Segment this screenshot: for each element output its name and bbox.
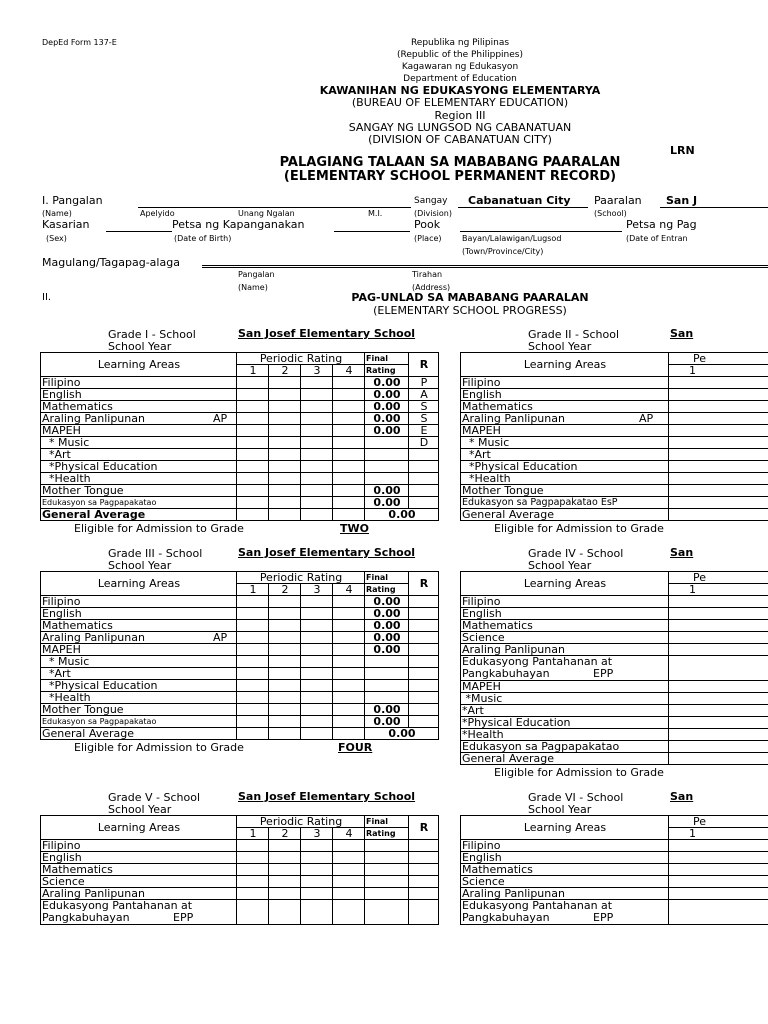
final-rating: 0.00	[365, 596, 409, 608]
ap-tag: AP	[213, 631, 228, 644]
section-title-en: (ELEMENTARY SCHOOL PROGRESS)	[373, 304, 567, 317]
subject: Mathematics	[461, 401, 669, 413]
dob-line	[334, 231, 410, 232]
q3: 3	[301, 584, 333, 596]
q1: 1	[669, 584, 768, 596]
q2: 2	[269, 828, 301, 840]
subject: Science	[461, 876, 669, 888]
subject: Araling Panlipunan	[42, 631, 145, 644]
grade3-school: San Josef Elementary School	[238, 546, 416, 559]
subject: English	[41, 389, 237, 401]
header-pe: Pe	[669, 572, 768, 584]
subject: *Physical Education	[41, 680, 237, 692]
subject-ap	[461, 413, 669, 425]
subject-epp	[461, 900, 669, 925]
q1: 1	[237, 828, 269, 840]
paaralan-value: San J	[666, 194, 698, 207]
grade4-school: San	[670, 546, 694, 559]
subject: English	[41, 852, 237, 864]
tirahan: Tirahan	[412, 270, 443, 279]
subject: Araling Panlipunan	[461, 644, 669, 656]
subject: English	[41, 608, 237, 620]
q2: 2	[269, 584, 301, 596]
header-final: Final	[365, 353, 409, 365]
final-rating: 0.00	[365, 413, 409, 425]
subject-ap	[41, 632, 237, 644]
bureau-en: (BUREAU OF ELEMENTARY EDUCATION)	[351, 96, 569, 109]
header-rating: Rating	[365, 365, 409, 377]
division-en: (DIVISION OF CABANATUAN CITY)	[368, 133, 552, 146]
paaralan-line	[660, 207, 768, 208]
kasarian-line	[106, 231, 172, 232]
header-learning-areas: Learning Areas	[41, 572, 237, 596]
apelyido: Apelyido	[140, 209, 175, 218]
grade3-label: Grade III - School	[108, 547, 203, 560]
subject: *Health	[41, 692, 237, 704]
magulang-line1	[202, 265, 768, 266]
grade4-label: Grade IV - School	[528, 547, 624, 560]
final-rating: 0.00	[365, 377, 409, 389]
grade4-school-year: School Year	[528, 559, 592, 572]
header-r: R	[409, 816, 439, 840]
subject: Mathematics	[41, 864, 237, 876]
header-final: Final	[365, 816, 409, 828]
grade1-table	[40, 352, 439, 521]
paaralan-label: Paaralan	[594, 194, 642, 207]
subject: *Health	[461, 473, 669, 485]
grade1-label: Grade I - School	[108, 328, 196, 341]
grade5-school-year: School Year	[108, 803, 172, 816]
q1: 1	[237, 365, 269, 377]
subject: Filipino	[41, 377, 237, 389]
grade4-eligible: Eligible for Admission to Grade	[494, 766, 664, 779]
grade5-school: San Josef Elementary School	[238, 790, 416, 803]
subject: Edukasyong Pantahanan at	[42, 899, 193, 912]
q4: 4	[333, 365, 365, 377]
grade3-eligible: Eligible for Admission to Grade	[74, 741, 244, 754]
region: Region III	[434, 109, 486, 122]
subject: Mother Tongue	[41, 485, 237, 497]
r-letter: S	[409, 413, 439, 425]
section-title: PAG-UNLAD SA MABABANG PAARALAN	[351, 291, 589, 304]
header-learning-areas: Learning Areas	[461, 816, 669, 840]
grade1-eligible: Eligible for Admission to Grade	[74, 522, 244, 535]
q2: 2	[269, 365, 301, 377]
entrance-en: (Date of Entran	[626, 234, 688, 243]
subject: Science	[461, 632, 669, 644]
header-learning-areas: Learning Areas	[41, 353, 237, 377]
r-letter: E	[409, 425, 439, 437]
division-en-label: (Division)	[414, 209, 452, 218]
subject: Mathematics	[461, 620, 669, 632]
grade6-school: San	[670, 790, 694, 803]
subject: Pangkabuhayan	[462, 911, 550, 924]
final-rating: 0.00	[365, 632, 409, 644]
pangalan2: Pangalan	[238, 270, 275, 279]
subject: *Physical Education	[461, 461, 669, 473]
school-en: (School)	[594, 209, 627, 218]
subject: English	[461, 852, 669, 864]
general-average-label: General Average	[41, 509, 237, 521]
grade2-school-year: School Year	[528, 340, 592, 353]
final-rating: 0.00	[365, 401, 409, 413]
subject: English	[461, 608, 669, 620]
subject: Filipino	[41, 596, 237, 608]
section-numeral: II.	[42, 292, 52, 303]
general-average-value: 0.00	[365, 728, 439, 740]
subject: *Music	[461, 693, 669, 705]
header-r: R	[409, 353, 439, 377]
grade6-school-year: School Year	[528, 803, 592, 816]
final-rating: 0.00	[365, 425, 409, 437]
subject: *Physical Education	[41, 461, 237, 473]
place-en: (Place)	[414, 234, 442, 243]
final-rating: 0.00	[365, 644, 409, 656]
grade5-table	[40, 815, 439, 925]
subject: Science	[41, 876, 237, 888]
final-rating: 0.00	[365, 485, 409, 497]
header-rating: Rating	[365, 828, 409, 840]
grade2-label: Grade II - School	[528, 328, 620, 341]
subject: Edukasyong Pantahanan at	[462, 899, 613, 912]
subject: General Average	[461, 753, 669, 765]
r-letter: S	[409, 401, 439, 413]
subject: Araling Panlipunan	[41, 888, 237, 900]
grade4-table	[460, 571, 768, 765]
subject: Filipino	[461, 840, 669, 852]
grade1-eligible-grade: TWO	[340, 522, 369, 535]
general-average-value: 0.00	[365, 509, 439, 521]
subject: *Art	[41, 668, 237, 680]
header-rating: Rating	[365, 584, 409, 596]
grade1-school: San Josef Elementary School	[238, 327, 416, 340]
grade1-body	[41, 377, 439, 521]
republic: Republika ng Pilipinas	[410, 38, 510, 48]
subject: Araling Panlipunan	[462, 412, 565, 425]
final-rating: 0.00	[365, 704, 409, 716]
subject: MAPEH	[41, 425, 237, 437]
name-line	[138, 207, 411, 208]
grade3-eligible-grade: FOUR	[338, 741, 373, 754]
address-en: (Address)	[412, 283, 451, 292]
grade6-table	[460, 815, 768, 925]
grade5-label: Grade V - School	[108, 791, 201, 804]
subject: Filipino	[461, 377, 669, 389]
header-pe: Pe	[669, 353, 768, 365]
subject: General Average	[461, 509, 669, 521]
grade3-school-year: School Year	[108, 559, 172, 572]
final-rating: 0.00	[365, 716, 409, 728]
header-periodic: Periodic Rating	[237, 572, 365, 584]
name-label: I. Pangalan	[42, 194, 103, 207]
subject: Edukasyon sa Pagpapakatao	[41, 716, 237, 728]
dob-en: (Date of Birth)	[174, 234, 232, 243]
q3: 3	[301, 365, 333, 377]
sangay-label: Sangay	[414, 196, 448, 206]
form-number: DepEd Form 137-E	[42, 38, 117, 47]
grade2-table	[460, 352, 768, 521]
subject: Edukasyong Pantahanan at	[462, 655, 613, 668]
magulang-line2	[202, 267, 768, 268]
subject: Mother Tongue	[461, 485, 669, 497]
kasarian-label: Kasarian	[42, 218, 90, 231]
republic-en: (Republic of the Philippines)	[396, 50, 523, 60]
subject: *Physical Education	[461, 717, 669, 729]
subject: English	[461, 389, 669, 401]
final-rating: 0.00	[365, 389, 409, 401]
header-final: Final	[365, 572, 409, 584]
form-title-en: (ELEMENTARY SCHOOL PERMANENT RECORD)	[283, 169, 617, 184]
grade2-school: San	[670, 327, 694, 340]
subject: Edukasyon sa Pagpapakatao	[41, 497, 237, 509]
subject: MAPEH	[461, 425, 669, 437]
subject-ap	[41, 413, 237, 425]
department-en: Department of Education	[403, 74, 517, 84]
q4: 4	[333, 828, 365, 840]
q3: 3	[301, 828, 333, 840]
subject: *Health	[461, 729, 669, 741]
subject: Pangkabuhayan	[462, 667, 550, 680]
q1: 1	[669, 828, 768, 840]
subject: MAPEH	[461, 681, 669, 693]
header-learning-areas: Learning Areas	[461, 353, 669, 377]
q1: 1	[237, 584, 269, 596]
division: SANGAY NG LUNGSOD NG CABANATUAN	[348, 121, 572, 134]
sangay-line	[458, 207, 588, 208]
dob-label: Petsa ng Kapanganakan	[172, 218, 305, 231]
unang-ngalan: Unang Ngalan	[238, 209, 295, 218]
grade3-table	[40, 571, 439, 740]
grade6-label: Grade VI - School	[528, 791, 624, 804]
pook-line	[460, 231, 622, 232]
subject: * Music	[41, 437, 237, 449]
town-en: (Town/Province/City)	[462, 247, 544, 256]
general-average-label: General Average	[41, 728, 237, 740]
r-letter: A	[409, 389, 439, 401]
subject-epp	[461, 656, 669, 681]
epp-tag: EPP	[593, 667, 614, 680]
ap-tag: AP	[213, 412, 228, 425]
mi: M.I.	[368, 209, 383, 218]
subject: Edukasyon sa Pagpapakatao	[461, 741, 669, 753]
header-learning-areas: Learning Areas	[41, 816, 237, 840]
grade1-school-year: School Year	[108, 340, 172, 353]
subject: *Art	[461, 449, 669, 461]
sangay-value: Cabanatuan City	[468, 194, 571, 207]
epp-tag: EPP	[173, 911, 194, 924]
subject: Edukasyon sa Pagpapakatao EsP	[461, 497, 669, 509]
grade2-eligible: Eligible for Admission to Grade	[494, 522, 664, 535]
bureau: KAWANIHAN NG EDUKASYONG ELEMENTARYA	[319, 84, 601, 97]
header-r: R	[409, 572, 439, 596]
bayan-label: Bayan/Lalawigan/Lugsod	[462, 234, 562, 243]
name2-en: (Name)	[238, 283, 268, 292]
subject: Pangkabuhayan	[42, 911, 130, 924]
subject: *Art	[41, 449, 237, 461]
final-rating: 0.00	[365, 608, 409, 620]
subject: Filipino	[41, 840, 237, 852]
subject: Mathematics	[41, 401, 237, 413]
header-periodic: Periodic Rating	[237, 816, 365, 828]
subject-epp	[41, 900, 237, 925]
magulang-label: Magulang/Tagapag-alaga	[42, 256, 180, 269]
subject: Araling Panlipunan	[461, 888, 669, 900]
subject: * Music	[41, 656, 237, 668]
subject: Mother Tongue	[41, 704, 237, 716]
header-periodic: Periodic Rating	[237, 353, 365, 365]
subject: *Art	[461, 705, 669, 717]
header-pe: Pe	[669, 816, 768, 828]
form-title: PALAGIANG TALAAN SA MABABANG PAARALAN	[279, 155, 621, 170]
header-learning-areas: Learning Areas	[461, 572, 669, 596]
final-rating: 0.00	[365, 497, 409, 509]
department: Kagawaran ng Edukasyon	[401, 62, 519, 72]
pook-label: Pook	[414, 218, 441, 231]
subject: Filipino	[461, 596, 669, 608]
epp-tag: EPP	[593, 911, 614, 924]
r-letter: P	[409, 377, 439, 389]
subject: * Music	[461, 437, 669, 449]
subject: Araling Panlipunan	[42, 412, 145, 425]
q4: 4	[333, 584, 365, 596]
subject: MAPEH	[41, 644, 237, 656]
ap-tag: AP	[639, 412, 654, 425]
subject: Mathematics	[41, 620, 237, 632]
entrance-label: Petsa ng Pag	[626, 218, 697, 231]
q1: 1	[669, 365, 768, 377]
final-rating: 0.00	[365, 620, 409, 632]
lrn-label: LRN	[670, 144, 695, 157]
name-en: (Name)	[42, 209, 72, 218]
subject: *Health	[41, 473, 237, 485]
sex-en: (Sex)	[46, 234, 67, 243]
subject: Mathematics	[461, 864, 669, 876]
r-letter: D	[409, 437, 439, 449]
